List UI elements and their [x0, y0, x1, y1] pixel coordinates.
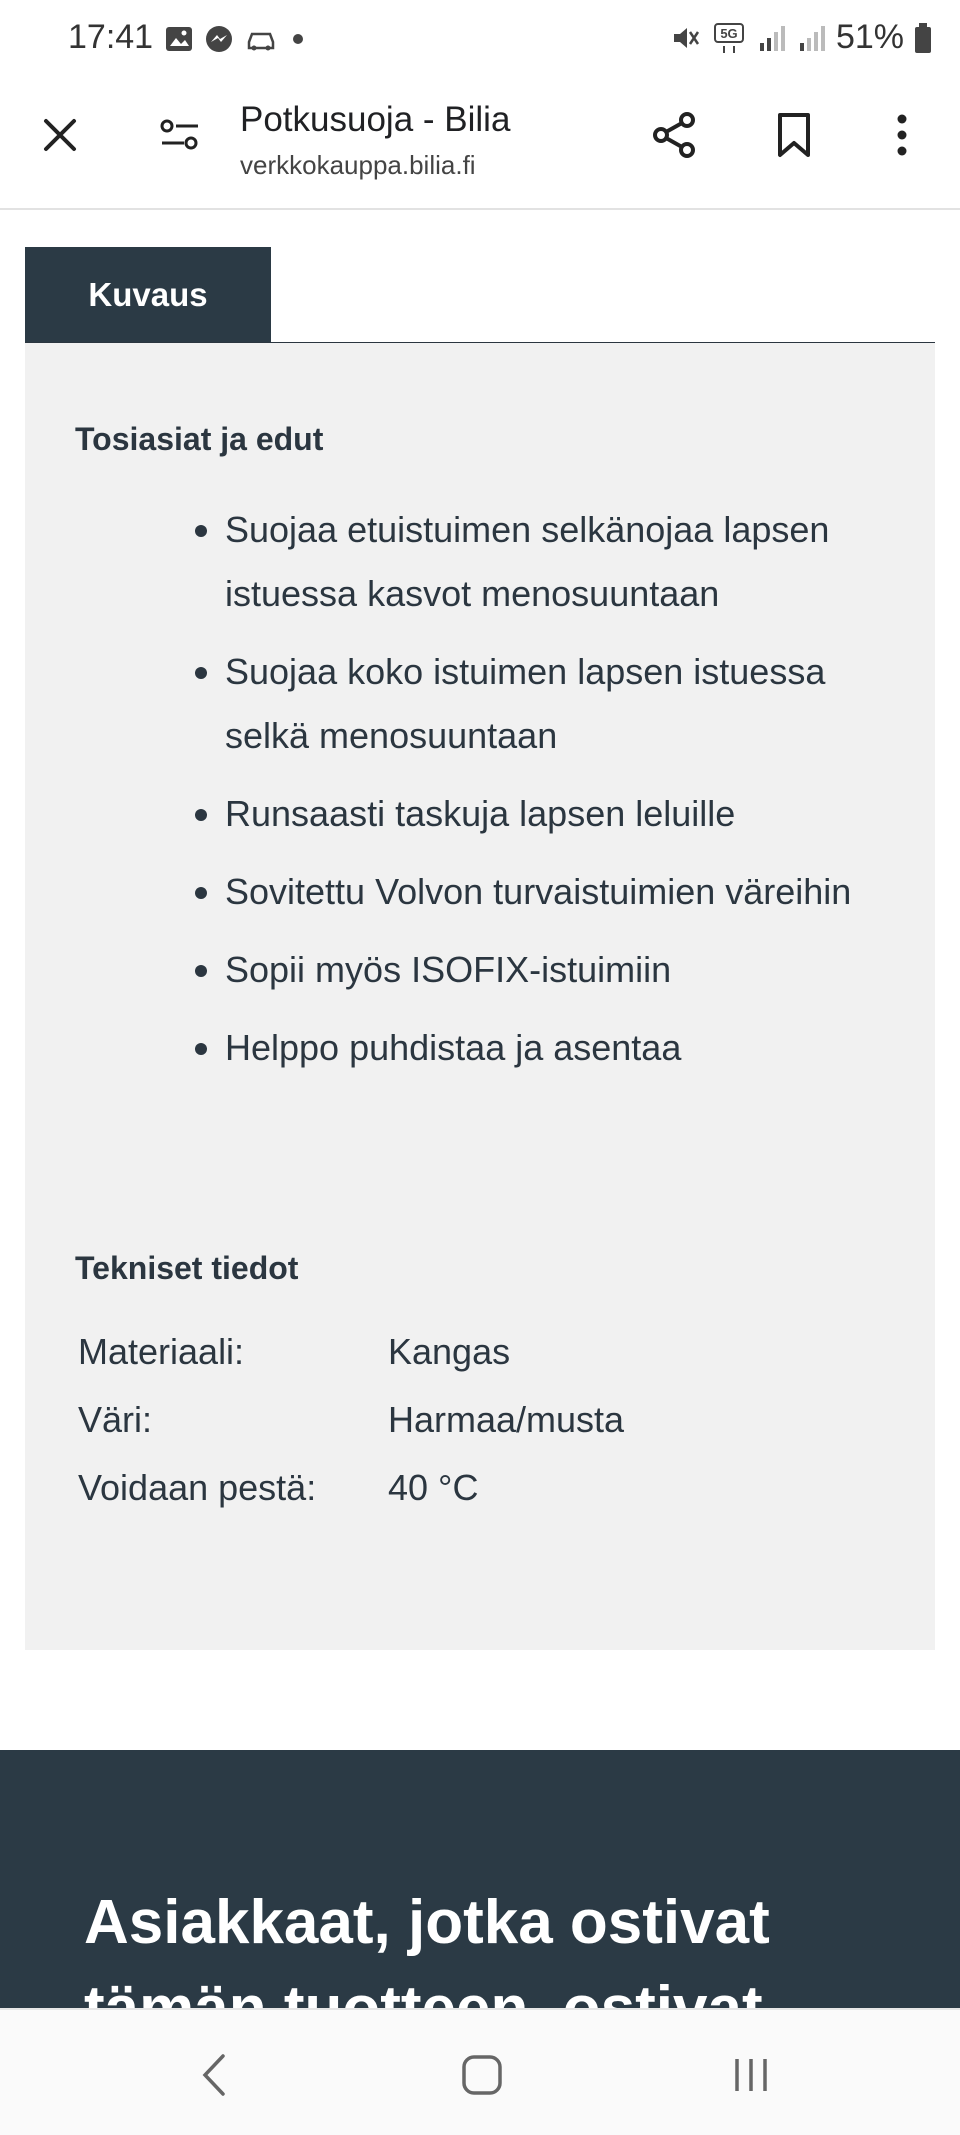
list-item: Runsaasti taskuja lapsen leluille	[225, 782, 865, 846]
spec-key: Materiaali:	[78, 1331, 245, 1372]
tab-kuvaus[interactable]: Kuvaus	[25, 247, 271, 342]
signal-icon	[796, 23, 826, 53]
back-icon	[195, 2050, 235, 2100]
nav-back-button[interactable]	[170, 2030, 260, 2120]
image-icon	[164, 24, 194, 54]
more-options-button[interactable]	[862, 95, 942, 175]
recommendations-section	[0, 1750, 960, 2008]
description-panel	[25, 343, 935, 1650]
features-list	[225, 498, 865, 1094]
bookmark-button[interactable]	[754, 95, 834, 175]
close-icon	[40, 115, 80, 155]
battery-percent: 51%	[835, 18, 904, 56]
list-item: Helppo puhdistaa ja asentaa	[225, 1016, 865, 1080]
site-settings-button[interactable]	[140, 95, 220, 175]
browser-toolbar	[0, 82, 960, 210]
spec-value: 40 °C	[388, 1467, 479, 1508]
5g-icon	[712, 21, 746, 55]
signal-icon	[756, 23, 786, 53]
more-vert-icon	[892, 111, 912, 159]
page-url[interactable]: verkkokauppa.bilia.fi	[240, 150, 476, 180]
specs-heading: Tekniset tiedot	[75, 1250, 299, 1286]
car-icon	[244, 24, 278, 54]
share-button[interactable]	[634, 95, 714, 175]
tab-bar	[25, 247, 935, 344]
spec-row	[78, 1386, 624, 1454]
svg-text:5G: 5G	[720, 25, 738, 41]
list-item: Sovitettu Volvon turvaistuimien väreihin	[225, 860, 865, 924]
spec-row	[78, 1454, 624, 1522]
specs-table	[78, 1318, 624, 1522]
spec-row	[78, 1318, 624, 1386]
recommendations-heading: Asiakkaat, jotka ostivat	[84, 1888, 770, 1957]
list-item: Suojaa etuistuimen selkänojaa lapsen istuessa kasvot menosuuntaan	[225, 498, 865, 626]
spec-value: Kangas	[388, 1331, 511, 1372]
spec-key: Voidaan pestä:	[78, 1467, 317, 1508]
status-time: 17:41	[68, 18, 154, 56]
page-title: Potkusuoja - Bilia	[240, 100, 511, 139]
dot-icon	[288, 24, 308, 54]
spec-key: Väri:	[78, 1399, 153, 1440]
messenger-icon	[204, 24, 234, 54]
battery-icon	[914, 22, 932, 54]
status-bar	[0, 0, 960, 82]
recents-icon	[729, 2053, 773, 2097]
tune-icon	[158, 115, 202, 155]
list-item: Suojaa koko istuimen lapsen istuessa selkä menosuuntaan	[225, 640, 865, 768]
close-button[interactable]	[20, 95, 100, 175]
system-nav-bar	[0, 2008, 960, 2135]
nav-home-button[interactable]	[437, 2030, 527, 2120]
list-item: Sopii myös ISOFIX-istuimiin	[225, 938, 865, 1002]
share-icon	[649, 110, 699, 160]
home-icon	[460, 2053, 504, 2097]
features-heading: Tosiasiat ja edut	[75, 421, 324, 457]
bookmark-icon	[774, 111, 814, 159]
mute-icon	[670, 22, 702, 54]
nav-recents-button[interactable]	[706, 2030, 796, 2120]
spec-value: Harmaa/musta	[388, 1399, 625, 1440]
